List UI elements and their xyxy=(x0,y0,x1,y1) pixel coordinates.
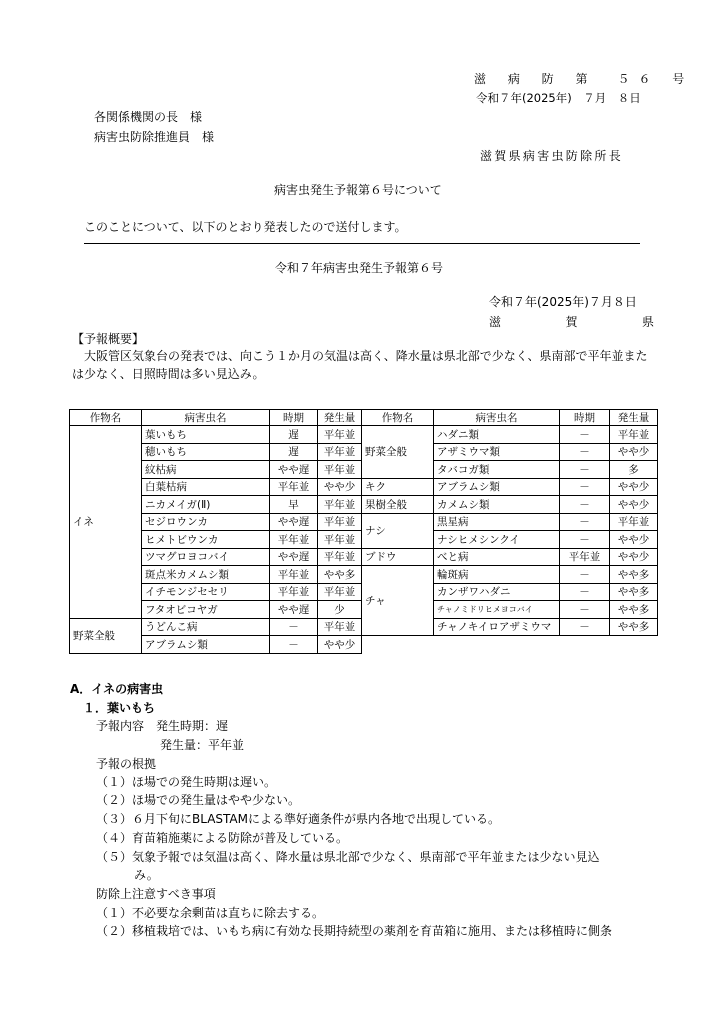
timing-cell: やや遅 xyxy=(270,601,318,619)
overview-text: 大阪管区気象台の発表では、向こう１か月の気温は高く、降水量は県北部で少なく、県南部で平年並または少なく、日照時間は多い見込み。 xyxy=(72,349,648,381)
timing-cell: 平年並 xyxy=(270,583,318,601)
forecast-table-left xyxy=(69,409,362,654)
table-row xyxy=(70,426,362,444)
amount-cell: 平年並 xyxy=(318,496,362,514)
timing-cell: やや遅 xyxy=(270,461,318,479)
timing-cell: － xyxy=(560,601,610,619)
pest-cell: ハダニ類 xyxy=(434,426,560,444)
table-row xyxy=(362,548,658,566)
crop-cell: キク xyxy=(362,478,434,496)
crop-cell: ナシ xyxy=(362,513,434,548)
amount-cell: やや少 xyxy=(610,443,658,461)
document-number: 滋 病 防 第 ５６ 号 xyxy=(474,72,694,86)
table-row xyxy=(362,566,658,584)
pest-cell: べと病 xyxy=(434,548,560,566)
report-org-char: 滋 xyxy=(489,315,502,329)
table-header-row xyxy=(362,410,658,426)
crop-cell: ブドウ xyxy=(362,548,434,566)
crop-cell: 野菜全般 xyxy=(70,618,142,653)
header-amount: 発生量 xyxy=(610,410,658,426)
header-amount: 発生量 xyxy=(318,410,362,426)
forecast-content: 予報内容 発生時期：遅 xyxy=(96,719,229,733)
caution-item: （１）不必要な余剰苗は直ちに除去する。 xyxy=(96,906,325,920)
report-org-char: 賀 xyxy=(565,315,578,329)
table-row xyxy=(70,618,362,636)
amount-cell: 平年並 xyxy=(318,461,362,479)
forecast-table-right xyxy=(361,409,658,636)
report-org-char: 県 xyxy=(641,315,654,329)
pest-cell: ナシヒメシンクイ xyxy=(434,531,560,549)
amount-cell: やや少 xyxy=(318,478,362,496)
table-row xyxy=(362,496,658,514)
basis-heading: 予報の根拠 xyxy=(96,757,157,771)
crop-cell: イネ xyxy=(70,426,142,619)
recipient: 病害虫防除推進員 様 xyxy=(94,130,215,144)
timing-cell: 平年並 xyxy=(560,548,610,566)
amount-cell: やや少 xyxy=(610,531,658,549)
amount-cell: やや少 xyxy=(318,636,362,654)
cover-body: このことについて、以下のとおり発表したので送付します。 xyxy=(84,220,407,234)
amount-cell: やや少 xyxy=(610,478,658,496)
sender: 滋賀県病害虫防除所長 xyxy=(480,149,624,163)
amount-cell: 平年並 xyxy=(318,443,362,461)
caution-item: （２）移植栽培では、いもち病に有効な長期持続型の薬剤を育苗箱に施用、または移植時に側条 xyxy=(96,924,613,938)
pest-cell: 斑点米カメムシ類 xyxy=(142,566,270,584)
pest-cell: 輪斑病 xyxy=(434,566,560,584)
amount-cell: 平年並 xyxy=(318,531,362,549)
pest-cell: セジロウンカ xyxy=(142,513,270,531)
report-date: 令和７年(2025年)７月８日 xyxy=(489,295,637,309)
table-row xyxy=(362,426,658,444)
pest-cell: ツマグロヨコバイ xyxy=(142,548,270,566)
timing-cell: 平年並 xyxy=(270,478,318,496)
amount-cell: 多 xyxy=(610,461,658,479)
amount-cell: 平年並 xyxy=(610,513,658,531)
basis-item: （２）ほ場での発生量はやや少ない。 xyxy=(96,793,301,807)
basis-item: （１）ほ場での発生時期は遅い。 xyxy=(96,775,277,789)
caution-heading: 防除上注意すべき事項 xyxy=(96,887,216,901)
timing-cell: 遅 xyxy=(270,426,318,444)
header-pest: 病害虫名 xyxy=(142,410,270,426)
report-title: 令和７年病害虫発生予報第６号 xyxy=(275,261,444,275)
timing-cell: － xyxy=(560,618,610,636)
header-crop: 作物名 xyxy=(362,410,434,426)
amount-cell: やや多 xyxy=(610,566,658,584)
amount-cell: やや多 xyxy=(610,583,658,601)
crop-cell: 野菜全般 xyxy=(362,426,434,479)
amount-cell: やや少 xyxy=(610,548,658,566)
pest-cell: アブラムシ類 xyxy=(142,636,270,654)
crop-cell: チャ xyxy=(362,566,434,636)
amount-cell: 平年並 xyxy=(318,618,362,636)
pest-cell: カンザワハダニ xyxy=(434,583,560,601)
timing-cell: やや遅 xyxy=(270,548,318,566)
header-pest: 病害虫名 xyxy=(434,410,560,426)
pest-cell: 黒星病 xyxy=(434,513,560,531)
pest-cell: チャノキイロアザミウマ xyxy=(434,618,560,636)
table-header-row xyxy=(70,410,362,426)
timing-cell: 遅 xyxy=(270,443,318,461)
pest-cell: チャノミドリヒメヨコバイ xyxy=(434,601,560,619)
pest-cell: カメムシ類 xyxy=(434,496,560,514)
basis-item: （４）育苗箱施薬による防除が普及している。 xyxy=(96,831,349,845)
pest-cell: アブラムシ類 xyxy=(434,478,560,496)
crop-cell: 果樹全般 xyxy=(362,496,434,514)
timing-cell: － xyxy=(560,443,610,461)
timing-cell: やや遅 xyxy=(270,513,318,531)
subsection-heading: １．葉いもち xyxy=(83,701,156,715)
pest-cell: イチモンジセセリ xyxy=(142,583,270,601)
timing-cell: － xyxy=(560,583,610,601)
amount-cell: やや多 xyxy=(318,566,362,584)
amount-cell: 平年並 xyxy=(610,426,658,444)
pest-cell: 葉いもち xyxy=(142,426,270,444)
amount-cell: 平年並 xyxy=(318,513,362,531)
overview-heading: 【予報概要】 xyxy=(72,332,145,346)
basis-item: （５）気象予報では気温は高く、降水量は県北部で少なく、県南部で平年並または少ない見込 xyxy=(96,850,600,864)
timing-cell: － xyxy=(560,531,610,549)
timing-cell: － xyxy=(560,566,610,584)
timing-cell: － xyxy=(560,478,610,496)
divider xyxy=(84,243,640,244)
forecast-content: 発生量：平年並 xyxy=(160,738,245,752)
pest-cell: ヒメトビウンカ xyxy=(142,531,270,549)
pest-cell: タバコガ類 xyxy=(434,461,560,479)
amount-cell: やや多 xyxy=(610,601,658,619)
basis-item: （３）６月下旬にBLASTAMによる準好適条件が県内各地で出現している。 xyxy=(96,812,500,826)
timing-cell: － xyxy=(560,513,610,531)
table-row xyxy=(362,478,658,496)
document-date: 令和７年(2025年) ７月 ８日 xyxy=(476,91,641,105)
timing-cell: － xyxy=(560,426,610,444)
timing-cell: － xyxy=(560,496,610,514)
timing-cell: － xyxy=(270,618,318,636)
amount-cell: 少 xyxy=(318,601,362,619)
timing-cell: 平年並 xyxy=(270,566,318,584)
table-row xyxy=(362,513,658,531)
cover-title: 病害虫発生予報第６号について xyxy=(274,183,442,197)
timing-cell: 早 xyxy=(270,496,318,514)
amount-cell: 平年並 xyxy=(318,426,362,444)
pest-cell: 白葉枯病 xyxy=(142,478,270,496)
pest-cell: アザミウマ類 xyxy=(434,443,560,461)
pest-cell: ニカメイガ(Ⅱ) xyxy=(142,496,270,514)
section-heading: A．イネの病害虫 xyxy=(70,682,164,696)
timing-cell: － xyxy=(560,461,610,479)
header-crop: 作物名 xyxy=(70,410,142,426)
timing-cell: － xyxy=(270,636,318,654)
amount-cell: 平年並 xyxy=(318,548,362,566)
amount-cell: やや少 xyxy=(610,496,658,514)
report-org xyxy=(489,313,654,330)
pest-cell: 穂いもち xyxy=(142,443,270,461)
pest-cell: うどんこ病 xyxy=(142,618,270,636)
amount-cell: やや多 xyxy=(610,618,658,636)
basis-item-continued: み。 xyxy=(134,868,159,882)
header-timing: 時期 xyxy=(560,410,610,426)
pest-cell: 紋枯病 xyxy=(142,461,270,479)
header-timing: 時期 xyxy=(270,410,318,426)
recipient: 各関係機関の長 様 xyxy=(94,110,203,124)
timing-cell: 平年並 xyxy=(270,531,318,549)
amount-cell: 平年並 xyxy=(318,583,362,601)
pest-cell: フタオビコヤガ xyxy=(142,601,270,619)
